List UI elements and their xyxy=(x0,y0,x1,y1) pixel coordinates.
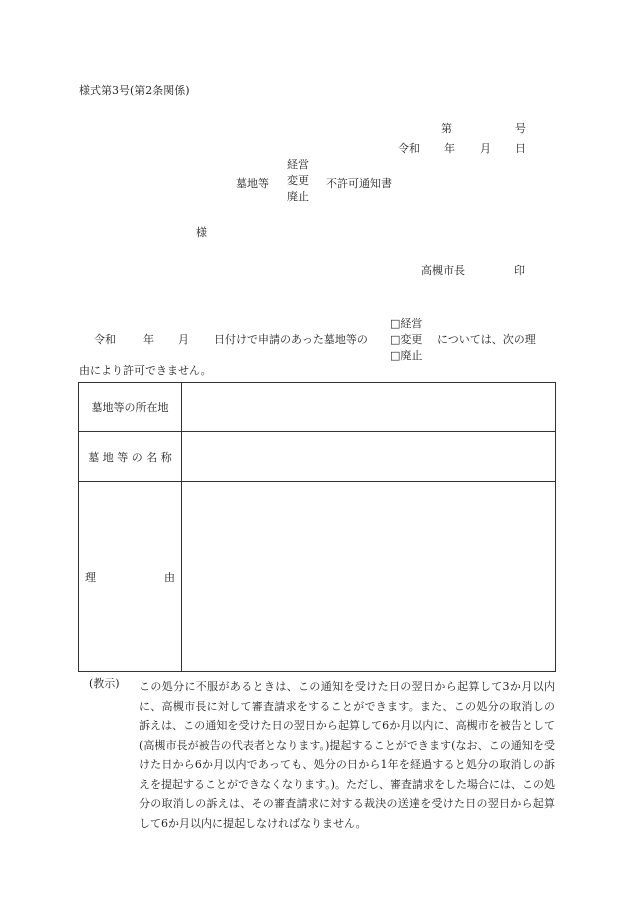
body-line-2: 由により許可できません。 xyxy=(79,364,212,377)
body-era: 令和 xyxy=(94,333,116,346)
label-reason xyxy=(79,482,182,672)
body-month-label: 月 xyxy=(178,333,189,346)
info-table xyxy=(78,382,556,672)
notice-heading: (教示) xyxy=(89,677,120,690)
body-after-text: については、次の理 xyxy=(437,333,536,346)
table-row xyxy=(79,482,556,672)
label-reason-right: 由 xyxy=(164,570,175,584)
number-prefix: 第 xyxy=(441,122,452,135)
body-year-label: 年 xyxy=(143,333,154,346)
label-reason-left: 理 xyxy=(85,570,96,584)
title-option-management: 経営 xyxy=(287,158,309,171)
table-row xyxy=(79,383,556,432)
issuer-name: 高槻市長 xyxy=(421,264,465,277)
value-name[interactable] xyxy=(182,432,556,482)
body-checkbox-abolition[interactable]: □廃止 xyxy=(390,349,423,362)
label-location: 墓地等の所在地 xyxy=(79,383,182,432)
notice-text: この処分に不服があるときは、この通知を受けた日の翌日から起算して3か月以内に、高槻市長に対して審査請求をすることができます。また、この処分の取消しの訴えは、この通知を受けた日の翌日から起算して6か月以内に、高槻市を被告として(高槻市長が被告の代表者となります。)提起することができます(なお、この通知を受けた日から6か月以内であっても、処分の日から1年を経過すると処分の取消しの訴えを提起することができなくなります。)。ただし、審査請求をした場合には、この処分の取消しの訴えは、その審査請求に対する裁決の送達を受けた日の翌日から起算して6か月以内に提起しなければなりません。 xyxy=(139,680,555,830)
date-day-label: 日 xyxy=(515,142,526,155)
title-option-change: 変更 xyxy=(287,174,309,187)
label-name: 墓 地 等 の 名 称 xyxy=(79,432,182,482)
value-reason[interactable] xyxy=(182,482,556,672)
body-checkbox-change[interactable]: □変更 xyxy=(390,333,423,346)
title-option-abolition: 廃止 xyxy=(287,190,309,203)
form-number: 様式第3号(第2条関係) xyxy=(79,84,190,97)
body-mid-text: 日付けで申請のあった墓地等の xyxy=(214,333,368,346)
body-checkbox-management[interactable]: □経営 xyxy=(390,317,423,330)
date-year-label: 年 xyxy=(444,142,455,155)
issuer-seal: 印 xyxy=(514,264,525,277)
addressee-suffix: 様 xyxy=(196,226,207,239)
number-suffix: 号 xyxy=(515,122,526,135)
date-era: 令和 xyxy=(398,142,420,155)
title-subject: 墓地等 xyxy=(236,177,269,190)
value-location[interactable] xyxy=(182,383,556,432)
table-row xyxy=(79,432,556,482)
date-month-label: 月 xyxy=(480,142,491,155)
title-suffix: 不許可通知書 xyxy=(326,177,392,190)
